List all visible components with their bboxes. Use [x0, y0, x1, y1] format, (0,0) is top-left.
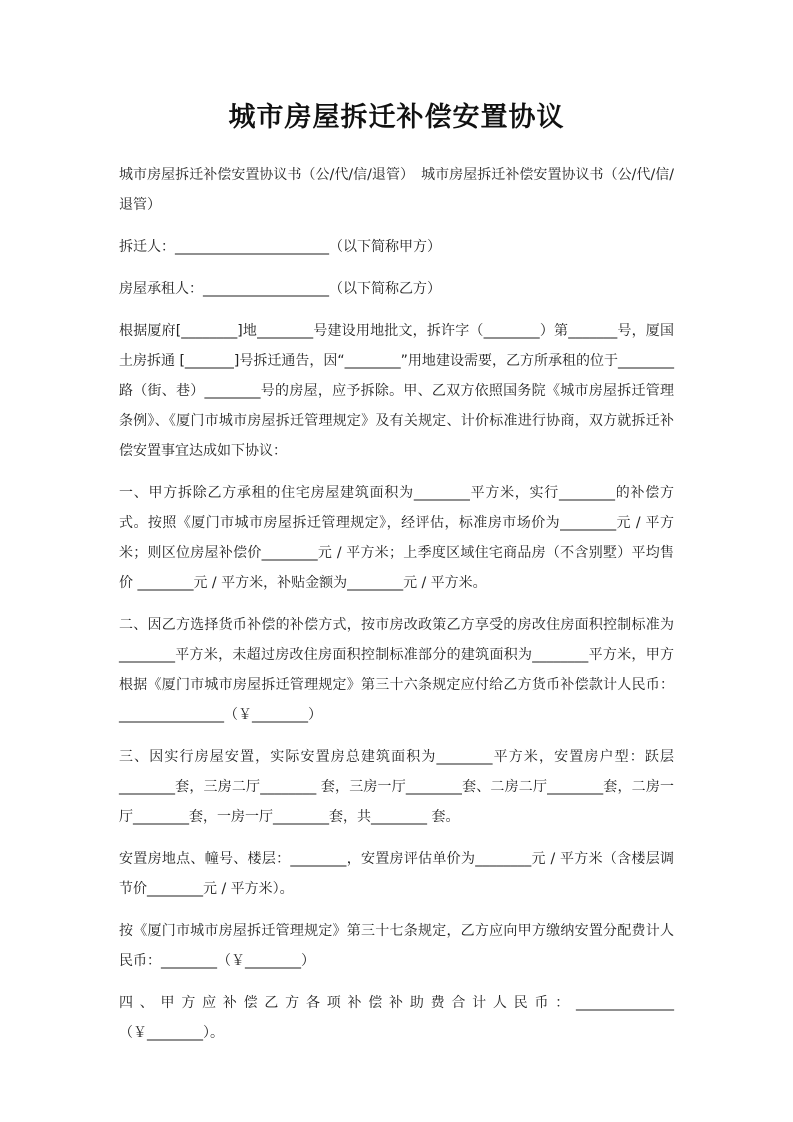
paragraph-intro: 城市房屋拆迁补偿安置协议书（公/代/信/退管） 城市房屋拆迁补偿安置协议书（公/代/信/退管）	[119, 167, 674, 213]
paragraph-basis: 根据厦府[________]地________号建设用地批文，拆许字（________）第_______号，厦国土房拆通 [_______]号拆迁通告，因“________”用地建设需要，乙方所承租的位于________路（街、巷）________号的房屋，应予拆除。甲、乙双方依照国务院《城市房屋拆迁管理条例》、《厦门市城市房屋拆迁管理规定》及有关规定、计价标准进行协商，双方就拆迁补偿安置事宜达成如下协议：	[119, 323, 674, 459]
document-title: 城市房屋拆迁补偿安置协议	[228, 102, 565, 133]
paragraph-location: 安置房地点、幢号、楼层：________，安置房评估单价为________元 / 平方米（含楼层调节价________元 / 平方米）。	[119, 851, 674, 897]
paragraph-allocation-fee: 按《厦门市城市房屋拆迁管理规定》第三十七条规定，乙方应向甲方缴纳安置分配费计人民币：________（￥________）	[119, 923, 674, 969]
paragraph-demolisher: 拆迁人：______________________（以下简称甲方）	[119, 239, 441, 255]
document-body	[119, 160, 674, 1060]
clause-4-line-1: 四、甲方应补偿乙方各项补偿补助费合计人民币：______________	[119, 995, 674, 1011]
clause-4-line-2: （￥________）。	[119, 1025, 224, 1041]
paragraph-clause-3: 三、因实行房屋安置，实际安置房总建筑面积为________平方米，安置房户型：跃层________套，三房二厅________ 套，三房一厅________套、二房二厅________套，二房一厅________套，一房一厅________套，共________ 套。	[119, 749, 674, 825]
paragraph-tenant: 房屋承租人：__________________（以下简称乙方）	[119, 281, 441, 297]
paragraph-clause-4	[119, 988, 674, 1048]
paragraph-clause-1: 一、甲方拆除乙方承租的住宅房屋建筑面积为________平方米，实行________的补偿方式。按照《厦门市城市房屋拆迁管理规定》，经评估，标准房市场价为________元 / 平方米；则区位房屋补偿价________元 / 平方米；上季度区域住宅商品房（不含别墅）平均售价 ________元 / 平方米，补贴金额为________元 / 平方米。	[119, 485, 674, 591]
paragraph-clause-2: 二、因乙方选择货币补偿的补偿方式，按市房改政策乙方享受的房改住房面积控制标准为________平方米，未超过房改住房面积控制标准部分的建筑面积为________平方米，甲方根据《厦门市城市房屋拆迁管理规定》第三十六条规定应付给乙方货币补偿款计人民币：_______________（￥________）	[119, 617, 674, 723]
